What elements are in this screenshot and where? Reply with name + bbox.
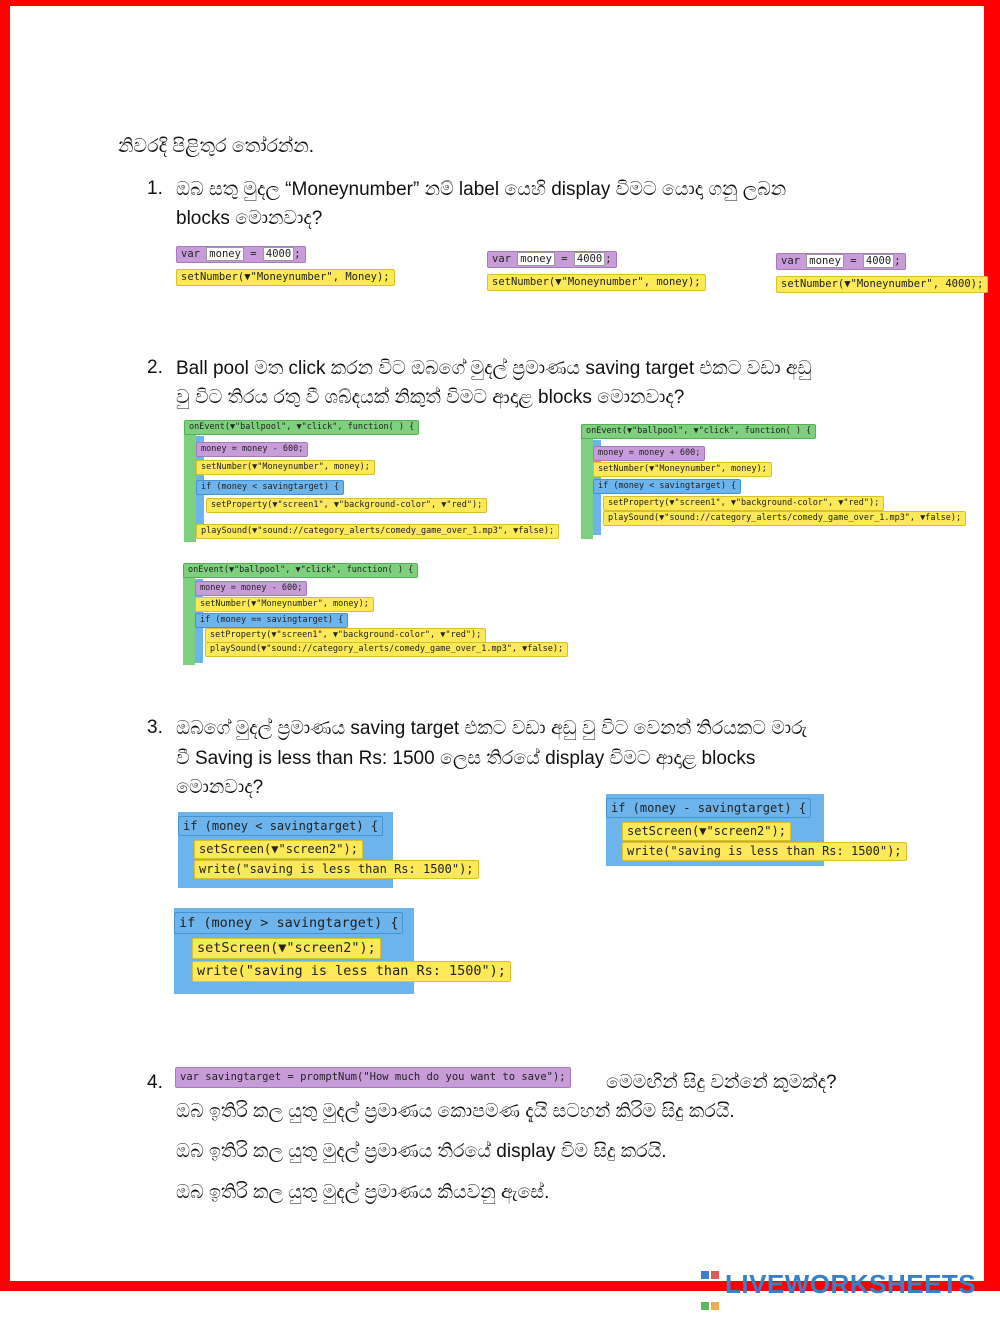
assign-block: money = money + 600;	[593, 446, 705, 461]
q4-number: 4.	[147, 1072, 163, 1093]
var-block: var money = 4000 ;	[487, 251, 617, 268]
setscreen-block: setScreen(▼"screen2");	[192, 938, 381, 959]
setnumber-block: setNumber(▼"Moneynumber", 4000);	[776, 276, 988, 293]
q3-line2: වී Saving is less than Rs: 1500 ලෙස තිරයේ display විමට ආදාළ blocks	[176, 748, 756, 769]
if-block: if (money < savingtarget) {	[178, 816, 383, 836]
setnumber-block: setNumber(▼"Moneynumber", money);	[487, 274, 706, 291]
setproperty-block: setProperty(▼"screen1", ▼"background-color", ▼"red");	[603, 496, 884, 511]
setscreen-block: setScreen(▼"screen2");	[194, 840, 363, 859]
q3-number: 3.	[147, 717, 163, 738]
q2-option-b[interactable]	[581, 424, 981, 541]
q4-option-c[interactable]: ඔබ ඉතිරි කල යුතු මුදල් ප්‍රමාණය කියවනු ඇසේ.	[176, 1182, 550, 1203]
if-block: if (money > savingtarget) {	[174, 912, 403, 934]
playsound-block: playSound(▼"sound://category_alerts/comedy_game_over_1.mp3", ▼false);	[603, 511, 966, 526]
q2-option-a[interactable]	[184, 420, 555, 544]
playsound-block: playSound(▼"sound://category_alerts/comedy_game_over_1.mp3", ▼false);	[196, 524, 559, 539]
onevent-block: onEvent(▼"ballpool", ▼"click", function( ) {	[581, 424, 816, 439]
if-block: if (money == savingtarget) {	[195, 613, 348, 628]
if-block: if (money < savingtarget) {	[593, 479, 741, 494]
q3-option-a[interactable]	[178, 812, 488, 888]
onevent-block: onEvent(▼"ballpool", ▼"click", function( ) {	[183, 563, 418, 578]
setscreen-block: setScreen(▼"screen2");	[622, 822, 791, 841]
assign-block: money = money - 600;	[196, 442, 308, 457]
q1-line2: blocks මොනවාද?	[176, 208, 323, 229]
setproperty-block: setProperty(▼"screen1", ▼"background-color", ▼"red");	[206, 498, 487, 513]
q4-option-a[interactable]: ඔබ ඉතිරි කල යුතු මුදල් ප්‍රමාණය කොපමණ දැයි සටහන් කිරිම සිදු කරයි.	[176, 1101, 735, 1122]
setnumber-block: setNumber(▼"Moneynumber", money);	[593, 462, 772, 477]
q2-line1: Ball pool මත click කරන විට ඔබගේ මුදල් ප්‍රමාණය saving target එකට වඩා අඩු	[176, 358, 812, 379]
q4-option-b[interactable]: ඔබ ඉතිරි කල යුතු මුදල් ප්‍රමාණය තිරයේ display විම සිදු කරයි.	[176, 1141, 667, 1162]
q3-option-c[interactable]	[174, 908, 520, 994]
setnumber-block: setNumber(▼"Moneynumber", money);	[195, 597, 374, 612]
setproperty-block: setProperty(▼"screen1", ▼"background-color", ▼"red");	[205, 628, 486, 643]
q4-suffix: මෙමඟින් සිදු වන්නේ කුමක්ද?	[606, 1072, 837, 1093]
write-block: write("saving is less than Rs: 1500");	[622, 842, 907, 861]
q3-line1: ඔබගේ මුදල් ප්‍රමාණය saving target එකට වඩා අඩු වු විට වෙනත් තිරයකට මාරු	[176, 718, 808, 739]
write-block: write("saving is less than Rs: 1500");	[194, 860, 479, 879]
assign-block: money = money - 600;	[195, 581, 307, 596]
logo-icon	[700, 1255, 722, 1317]
setnumber-block: setNumber(▼"Moneynumber", Money);	[176, 269, 395, 286]
liveworksheets-logo: LIVEWORKSHEETS	[700, 1255, 976, 1317]
var-block: var money = 4000 ;	[776, 253, 906, 270]
if-block: if (money < savingtarget) {	[196, 480, 344, 495]
write-block: write("saving is less than Rs: 1500");	[192, 961, 511, 982]
var-block: var money = 4000 ;	[176, 246, 306, 263]
q2-option-c[interactable]	[183, 563, 564, 667]
q3-option-b[interactable]	[606, 794, 918, 868]
q3-line3: මොනවාද?	[176, 777, 264, 798]
if-block: if (money - savingtarget) {	[606, 798, 811, 818]
q1-number: 1.	[147, 178, 163, 199]
playsound-block: playSound(▼"sound://category_alerts/comedy_game_over_1.mp3", ▼false);	[205, 642, 568, 657]
instruction: නිවරදි පිළිතුර තෝරන්න.	[118, 136, 315, 157]
q1-line1: ඔබ සතු මුදල “Moneynumber” නම් label යෙහි display විමට යොදා ගනු ලබන	[176, 179, 787, 200]
onevent-block: onEvent(▼"ballpool", ▼"click", function( ) {	[184, 420, 419, 435]
q2-line2: වු විට තිරය රතු වී ශබ්දයක් නිකුත් විමට ආදාළ blocks මොනවාද?	[176, 387, 685, 408]
q4-block: var savingtarget = promptNum("How much do you want to save");	[175, 1067, 571, 1088]
setnumber-block: setNumber(▼"Moneynumber", money);	[196, 460, 375, 475]
q2-number: 2.	[147, 357, 163, 378]
